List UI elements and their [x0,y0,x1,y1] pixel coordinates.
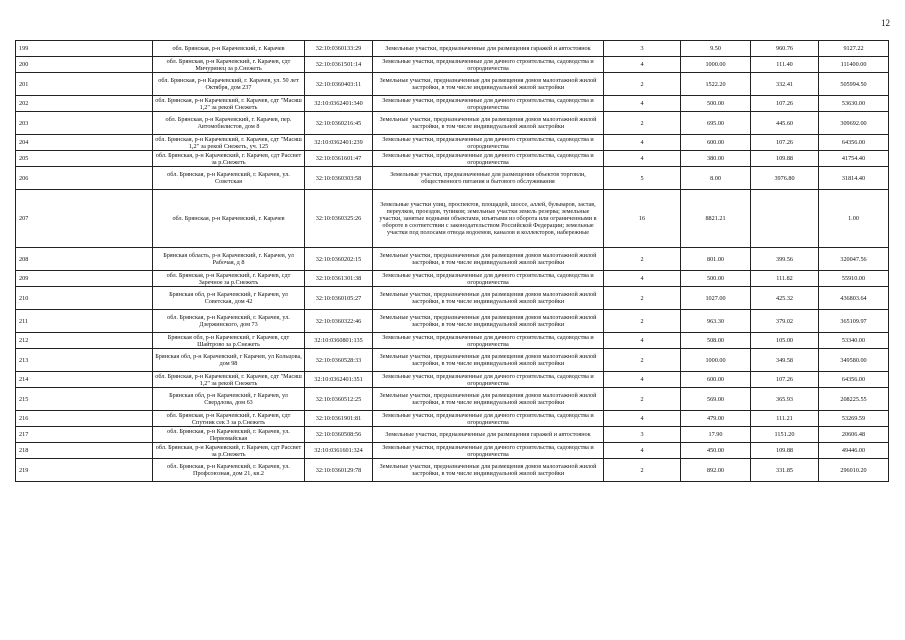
specific-value-cell: 332.41 [751,73,819,96]
table-row [16,248,889,271]
land-use-purpose-cell: Земельные участки, предназначенные для размещения домов малоэтажной жилой застройки, в том числе индивидуальной жилой застройки [373,248,604,271]
specific-value-cell: 105.00 [751,333,819,349]
land-use-purpose-cell: Земельные участки, предназначенные для дачного строительства, садоводства и огородничества [373,443,604,459]
land-use-purpose-cell: Земельные участки, предназначенные для дачного строительства, садоводства и огородничества [373,135,604,151]
cadastral-number-cell: 32:10:0360322:46 [305,310,373,333]
cadastral-value-cell: 41754.40 [819,151,889,167]
specific-value-cell: 425.32 [751,287,819,310]
cadastral-number-cell: 32:10:0360133:29 [305,41,373,57]
cadastral-number-cell: 32:10:0362401:340 [305,96,373,112]
row-number-cell: 208 [16,248,153,271]
use-group-cell: 2 [604,112,681,135]
cadastral-number-cell: 32:10:0360303:58 [305,167,373,190]
use-group-cell: 4 [604,96,681,112]
cadastral-value-cell: 349580.00 [819,349,889,372]
specific-value-cell: 111.82 [751,271,819,287]
specific-value-cell: 365.93 [751,388,819,411]
cadastral-value-cell: 53630.00 [819,96,889,112]
area-cell: 479.00 [681,411,751,427]
use-group-cell: 4 [604,57,681,73]
table-row [16,459,889,482]
cadastral-value-cell: 436803.64 [819,287,889,310]
land-use-purpose-cell: Земельные участки улиц, проспектов, площадей, шоссе, аллей, бульваров, застав, переулков, проездов, тупиков; земельные участки земель резерва; земельные участки, занятые водными объектами, изъятыми из оборота или ограниченными в обороте в соответствии с законодательством Российской Федерации; земельные участки под полосами отвода водоемов, каналов и коллекторов, набережные [373,190,604,248]
row-number-cell: 210 [16,287,153,310]
cadastral-number-cell: 32:10:0360801:135 [305,333,373,349]
address-cell: обл. Брянская, р-н Карачевский, г. Карачев, сдт Рассвет за р.Снежеть [153,443,305,459]
area-cell: 508.00 [681,333,751,349]
cadastral-number-cell: 32:10:0360216:45 [305,112,373,135]
table-row [16,287,889,310]
table-row [16,41,889,57]
table-row [16,443,889,459]
cadastral-value-cell: 296010.20 [819,459,889,482]
table-row [16,73,889,96]
row-number-cell: 216 [16,411,153,427]
area-cell: 380.00 [681,151,751,167]
table-row [16,388,889,411]
specific-value-cell: 111.21 [751,411,819,427]
table-row [16,411,889,427]
cadastral-number-cell: 32:10:0361301:38 [305,271,373,287]
row-number-cell: 218 [16,443,153,459]
land-use-purpose-cell: Земельные участки, предназначенные для дачного строительства, садоводства и огородничества [373,372,604,388]
cadastral-value-cell: 9127.22 [819,41,889,57]
specific-value-cell: 107.26 [751,96,819,112]
use-group-cell: 4 [604,411,681,427]
address-cell: обл. Брянская, р-н Карачевский, г. Карачев, сдт Рассвет за р.Снежеть [153,151,305,167]
area-cell: 500.00 [681,96,751,112]
use-group-cell: 3 [604,427,681,443]
address-cell: обл. Брянская, р-н Карачевский, г. Карачев [153,41,305,57]
address-cell: обл. Брянская, р-н Карачевский, г. Карачев, пер. Автомобилистов, дом 8 [153,112,305,135]
row-number-cell: 219 [16,459,153,482]
table-row [16,349,889,372]
address-cell: обл. Брянская, р-н Карачевский, г. Карачев [153,190,305,248]
cadastral-number-cell: 32:10:0360325:26 [305,190,373,248]
land-use-purpose-cell: Земельные участки, предназначенные для дачного строительства, садоводства и огородничества [373,411,604,427]
cadastral-value-cell: 64356.00 [819,372,889,388]
area-cell: 17.90 [681,427,751,443]
address-cell: Брянская обл, р-н Карачевский, г Карачев, ул Советская, дом 42 [153,287,305,310]
cadastral-value-cell: 31814.40 [819,167,889,190]
land-use-purpose-cell: Земельные участки, предназначенные для размещения домов малоэтажной жилой застройки, в том числе индивидуальной жилой застройки [373,388,604,411]
area-cell: 9.50 [681,41,751,57]
specific-value-cell: 107.26 [751,372,819,388]
land-use-purpose-cell: Земельные участки, предназначенные для размещения домов малоэтажной жилой застройки, в том числе индивидуальной жилой застройки [373,287,604,310]
address-cell: Брянская область, р-н Карачевский, г. Карачев, ул Рабочая, д 8 [153,248,305,271]
use-group-cell: 4 [604,333,681,349]
address-cell: обл. Брянская, р-н Карачевский, г. Карачев, сдт "Масяш 1,2" за рекой Снежеть [153,372,305,388]
address-cell: обл. Брянская, р-н Карачевский, г. Карачев, сдт Мичуринец за р.Снежеть [153,57,305,73]
cadastral-value-cell: 20606.48 [819,427,889,443]
row-number-cell: 214 [16,372,153,388]
land-use-purpose-cell: Земельные участки, предназначенные для дачного строительства, садоводства и огородничества [373,151,604,167]
use-group-cell: 4 [604,151,681,167]
specific-value-cell: 399.56 [751,248,819,271]
table-row [16,151,889,167]
area-cell: 600.00 [681,372,751,388]
specific-value-cell: 107.26 [751,135,819,151]
specific-value-cell: 331.85 [751,459,819,482]
area-cell: 8821.21 [681,190,751,248]
row-number-cell: 205 [16,151,153,167]
row-number-cell: 201 [16,73,153,96]
table-row [16,427,889,443]
specific-value-cell: 445.60 [751,112,819,135]
cadastral-number-cell: 32:10:0360508:56 [305,427,373,443]
cadastral-number-cell: 32:10:0360403:11 [305,73,373,96]
land-use-purpose-cell: Земельные участки, предназначенные для дачного строительства, садоводства и огородничества [373,271,604,287]
table-row [16,271,889,287]
use-group-cell: 4 [604,135,681,151]
cadastral-value-cell: 505994.50 [819,73,889,96]
address-cell: обл. Брянская, р-н Карачевский, г. Карачев, сдт "Масяш 1,2" за рекой Снежеть, уч. 125 [153,135,305,151]
address-cell: обл. Брянская, р-н Карачевский, г. Карачев, ул. Профсоюзная, дом 21, кв.2 [153,459,305,482]
land-use-purpose-cell: Земельные участки, предназначенные для размещения домов малоэтажной жилой застройки, в том числе индивидуальной жилой застройки [373,459,604,482]
area-cell: 1000.00 [681,349,751,372]
row-number-cell: 215 [16,388,153,411]
specific-value-cell: 960.76 [751,41,819,57]
row-number-cell: 204 [16,135,153,151]
table-row [16,96,889,112]
area-cell: 801.00 [681,248,751,271]
area-cell: 1522.20 [681,73,751,96]
area-cell: 1027.00 [681,287,751,310]
address-cell: Брянская обл, р-н Карачевский, г Карачев, сдт Шайтрово за р.Снежеть [153,333,305,349]
address-cell: обл. Брянская, р-н Карачевский, г. Карачев, сдт "Масяш 1,2" за рекой Снежеть [153,96,305,112]
cadastral-value-cell: 320047.56 [819,248,889,271]
land-use-purpose-cell: Земельные участки, предназначенные для размещения домов малоэтажной жилой застройки, в том числе индивидуальной жилой застройки [373,73,604,96]
area-cell: 8.00 [681,167,751,190]
row-number-cell: 209 [16,271,153,287]
specific-value-cell: 109.88 [751,151,819,167]
use-group-cell: 2 [604,388,681,411]
area-cell: 500.00 [681,271,751,287]
use-group-cell: 2 [604,248,681,271]
land-use-purpose-cell: Земельные участки, предназначенные для размещения домов малоэтажной жилой застройки, в том числе индивидуальной жилой застройки [373,349,604,372]
table-row [16,167,889,190]
cadastral-number-cell: 32:10:0361601:324 [305,443,373,459]
area-cell: 892.00 [681,459,751,482]
row-number-cell: 212 [16,333,153,349]
land-use-purpose-cell: Земельные участки, предназначенные для дачного строительства, садоводства и огородничества [373,57,604,73]
specific-value-cell: 109.88 [751,443,819,459]
cadastral-number-cell: 32:10:0360528:33 [305,349,373,372]
area-cell: 963.30 [681,310,751,333]
address-cell: обл. Брянская, р-н Карачевский, г. Карачев, ул. 50 лет Октября, дом 237 [153,73,305,96]
use-group-cell: 4 [604,372,681,388]
cadastral-value-cell: 111400.00 [819,57,889,73]
address-cell: обл. Брянская, р-н Карачевский, г. Карачев, ул. Дзержинского, дом 73 [153,310,305,333]
row-number-cell: 217 [16,427,153,443]
cadastral-number-cell: 32:10:0360512:25 [305,388,373,411]
area-cell: 569.00 [681,388,751,411]
area-cell: 695.00 [681,112,751,135]
use-group-cell: 2 [604,287,681,310]
specific-value-cell: 379.02 [751,310,819,333]
row-number-cell: 211 [16,310,153,333]
address-cell: Брянская обл, р-н Карачевский, г Карачев, ул Свердлова, дом 63 [153,388,305,411]
row-number-cell: 200 [16,57,153,73]
row-number-cell: 213 [16,349,153,372]
specific-value-cell: 3976.80 [751,167,819,190]
address-cell: обл. Брянская, р-н Карачевский, г. Карачев, ул. Первомайская [153,427,305,443]
cadastral-number-cell: 32:10:0360105:27 [305,287,373,310]
specific-value-cell: 1151.20 [751,427,819,443]
use-group-cell: 2 [604,310,681,333]
table-body [16,41,889,482]
page-number: 12 [881,18,890,28]
land-use-purpose-cell: Земельные участки, предназначенные для размещения гаражей и автостоянок [373,41,604,57]
cadastral-value-cell: 55910.00 [819,271,889,287]
cadastral-value-cell: 365109.97 [819,310,889,333]
cadastral-number-cell: 32:10:0360202:15 [305,248,373,271]
land-use-purpose-cell: Земельные участки, предназначенные для дачного строительства, садоводства и огородничества [373,333,604,349]
land-use-purpose-cell: Земельные участки, предназначенные для размещения домов малоэтажной жилой застройки, в том числе индивидуальной жилой застройки [373,112,604,135]
specific-value-cell: 111.40 [751,57,819,73]
cadastral-number-cell: 32:10:0360129:78 [305,459,373,482]
use-group-cell: 4 [604,271,681,287]
address-cell: обл. Брянская, р-н Карачевский, г. Карачев, сдт Спутник сек 3 за р.Снежеть [153,411,305,427]
cadastral-number-cell: 32:10:0361601:47 [305,151,373,167]
area-cell: 1000.00 [681,57,751,73]
use-group-cell: 2 [604,349,681,372]
table-row [16,57,889,73]
address-cell: Брянская обл, р-н Карачевский, г Карачев, ул Кольцова, дом 98 [153,349,305,372]
cadastral-number-cell: 32:10:0362401:351 [305,372,373,388]
use-group-cell: 4 [604,443,681,459]
row-number-cell: 202 [16,96,153,112]
land-plots-table [15,40,889,482]
cadastral-number-cell: 32:10:0362401:239 [305,135,373,151]
row-number-cell: 206 [16,167,153,190]
cadastral-value-cell: 64356.00 [819,135,889,151]
table-row [16,135,889,151]
area-cell: 450.00 [681,443,751,459]
cadastral-value-cell: 1.00 [819,190,889,248]
use-group-cell: 2 [604,459,681,482]
cadastral-value-cell: 208225.55 [819,388,889,411]
use-group-cell: 5 [604,167,681,190]
land-use-purpose-cell: Земельные участки, предназначенные для размещения объектов торговли, общественного питания и бытового обслуживания [373,167,604,190]
row-number-cell: 207 [16,190,153,248]
row-number-cell: 203 [16,112,153,135]
table-row [16,333,889,349]
use-group-cell: 16 [604,190,681,248]
use-group-cell: 3 [604,41,681,57]
use-group-cell: 2 [604,73,681,96]
cadastral-value-cell: 53340.00 [819,333,889,349]
cadastral-number-cell: 32:10:0361501:14 [305,57,373,73]
area-cell: 600.00 [681,135,751,151]
table-row [16,372,889,388]
land-use-purpose-cell: Земельные участки, предназначенные для размещения гаражей и автостоянок [373,427,604,443]
specific-value-cell [751,190,819,248]
cadastral-value-cell: 49446.00 [819,443,889,459]
row-number-cell: 199 [16,41,153,57]
table-row [16,310,889,333]
land-use-purpose-cell: Земельные участки, предназначенные для дачного строительства, садоводства и огородничества [373,96,604,112]
table-row [16,112,889,135]
cadastral-number-cell: 32:10:0361901:81 [305,411,373,427]
address-cell: обл. Брянская, р-н Карачевский, г. Карачев, сдт Заречное за р.Снежеть [153,271,305,287]
cadastral-value-cell: 53269.59 [819,411,889,427]
specific-value-cell: 349.58 [751,349,819,372]
cadastral-value-cell: 309692.00 [819,112,889,135]
address-cell: обл. Брянская, р-н Карачевский, г. Карачев, ул. Советская [153,167,305,190]
land-use-purpose-cell: Земельные участки, предназначенные для размещения домов малоэтажной жилой застройки, в том числе индивидуальной жилой застройки [373,310,604,333]
table-row [16,190,889,248]
